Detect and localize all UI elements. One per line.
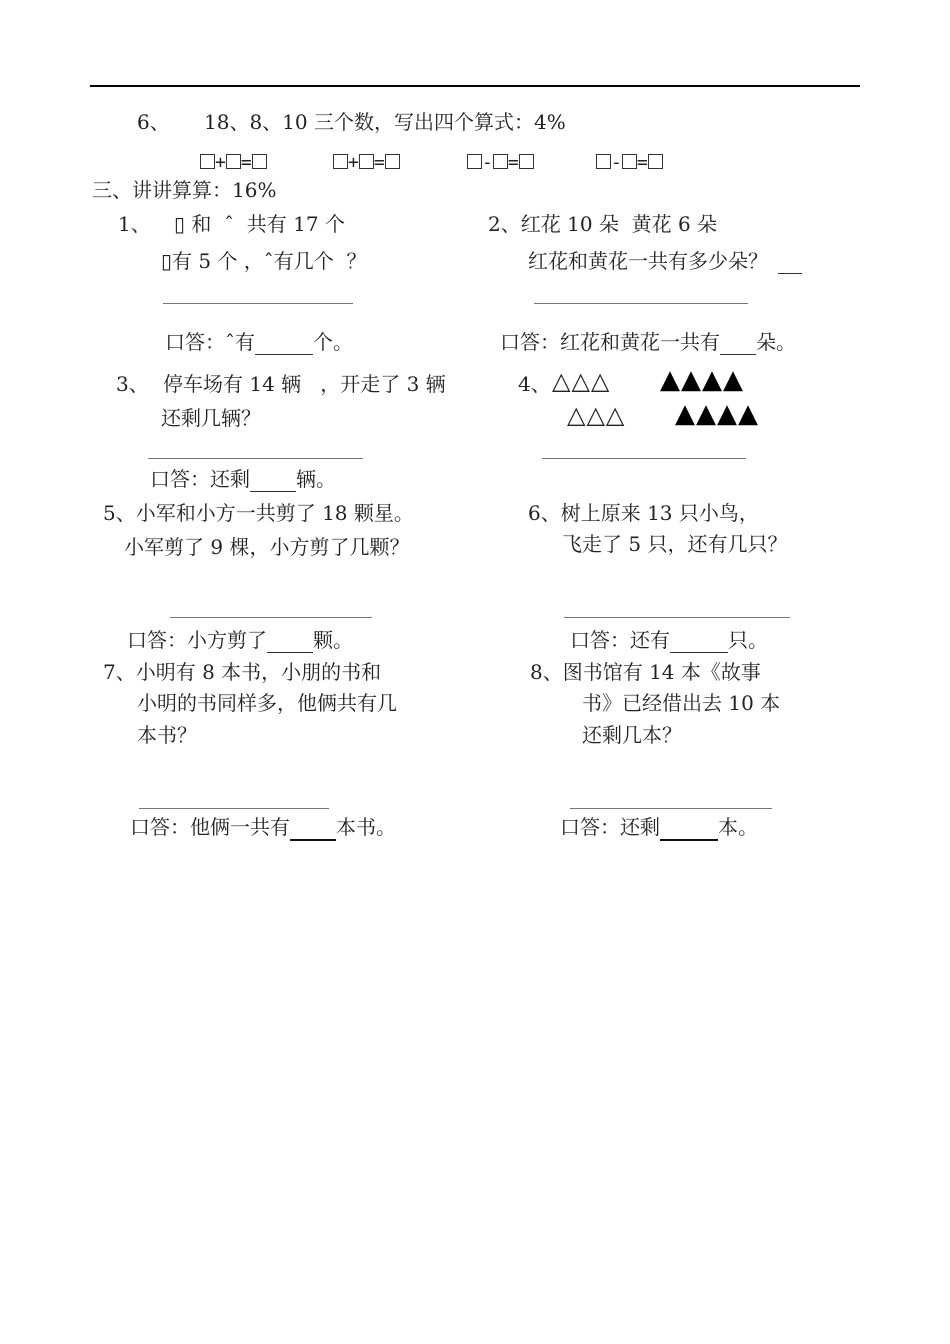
missing-glyph-icon: ▯ <box>161 249 173 273</box>
blank-box[interactable] <box>519 154 534 169</box>
p8-line2: 书》已经借出去 10 本 <box>582 691 781 715</box>
top-rule <box>90 85 860 87</box>
blank-box[interactable] <box>359 154 374 169</box>
p8-line3: 还剩几本？ <box>582 723 682 747</box>
p7-answer-blank[interactable] <box>290 815 336 841</box>
hollow-triangles-icon: △△△ <box>567 401 626 429</box>
p4-hollow-row1 <box>552 369 610 394</box>
p2-answer-line[interactable] <box>534 303 748 304</box>
p3-line2: 还剩几辆？ <box>161 406 261 430</box>
q6-formula-1: + = <box>200 149 267 175</box>
blank-box[interactable] <box>226 154 241 169</box>
p2-answer: 口答：红花和黄花一共有 朵。 <box>500 330 796 354</box>
q6-formula-4: - = <box>596 149 663 175</box>
p1-answer-line[interactable] <box>163 303 353 304</box>
p5-answer-blank[interactable] <box>267 628 313 653</box>
p8-line1: 8、图书馆有 14 本《故事 <box>530 660 761 684</box>
p5-answer: 口答：小方剪了 颗。 <box>127 628 353 652</box>
p6-line2: 飞走了 5 只，还有几只？ <box>562 532 788 556</box>
p1-line1: ▯ 和 ˆ 共有 17 个 <box>174 212 345 236</box>
p2-inline-blank[interactable] <box>778 249 802 274</box>
p8-answer-line[interactable] <box>570 808 772 809</box>
p7-line2: 小明的书同样多，他俩共有几 <box>137 691 397 715</box>
hollow-triangles-icon: △△△ <box>552 367 611 395</box>
p4-hollow-row2 <box>567 403 625 428</box>
p4-answer-line[interactable] <box>542 458 746 459</box>
p7-answer-line[interactable] <box>139 808 329 809</box>
blank-box[interactable] <box>333 154 348 169</box>
p3-answer: 口答：还剩 辆。 <box>150 467 336 491</box>
p5-line2: 小军剪了 9 棵，小方剪了几颗？ <box>124 535 410 559</box>
p1-number: 1、 <box>118 212 151 236</box>
p6-answer-blank[interactable] <box>670 628 728 653</box>
p6-answer-line[interactable] <box>564 617 790 618</box>
p2-line2: 红花和黄花一共有多少朵？ <box>528 249 802 274</box>
section3-heading: 三、讲讲算算：16% <box>92 178 277 202</box>
blank-box[interactable] <box>200 154 215 169</box>
blank-box[interactable] <box>648 154 663 169</box>
p1-answer-blank[interactable] <box>255 330 313 355</box>
p5-line1: 5、小军和小方一共剪了 18 颗星。 <box>103 501 414 525</box>
p4-solid-row2 <box>675 399 759 429</box>
p2-answer-blank[interactable] <box>720 330 756 355</box>
p8-answer: 口答：还剩 本。 <box>560 815 758 839</box>
p3-answer-line[interactable] <box>148 458 363 459</box>
q6-formula-2: + = <box>333 149 400 175</box>
blank-box[interactable] <box>385 154 400 169</box>
solid-triangles-icon: ▲▲▲▲ <box>660 365 744 395</box>
solid-triangles-icon: ▲▲▲▲ <box>675 399 759 429</box>
blank-box[interactable] <box>622 154 637 169</box>
p5-answer-line[interactable] <box>170 617 372 618</box>
blank-box[interactable] <box>493 154 508 169</box>
missing-glyph-icon: ▯ <box>174 212 192 236</box>
p8-answer-blank[interactable] <box>660 815 718 841</box>
blank-box[interactable] <box>596 154 611 169</box>
p4-solid-row1 <box>660 365 744 395</box>
q6-formula-3: - = <box>467 149 534 175</box>
p3-answer-blank[interactable] <box>250 467 296 492</box>
blank-box[interactable] <box>467 154 482 169</box>
p1-line2: ▯有 5 个 ，ˆ有几个 ？ <box>161 249 367 273</box>
p6-line1: 6、树上原来 13 只小鸟， <box>528 501 759 525</box>
q6-text: 18、8、10 三个数，写出四个算式：4% <box>204 110 566 134</box>
p6-answer: 口答：还有 只。 <box>570 628 768 652</box>
p4-number: 4、 <box>518 372 551 396</box>
p3-number: 3、 <box>116 372 149 396</box>
p1-answer: 口答：ˆ有 个。 <box>165 330 353 354</box>
blank-box[interactable] <box>252 154 267 169</box>
p7-line1: 7、小明有 8 本书，小朋的书和 <box>103 660 382 684</box>
p7-line3: 本书？ <box>137 723 197 747</box>
p2-line1: 2、红花 10 朵 黄花 6 朵 <box>488 212 718 236</box>
q6-number: 6、 <box>137 110 170 134</box>
p3-line1: 停车场有 14 辆 ，开走了 3 辆 <box>163 372 446 396</box>
p7-answer: 口答：他俩一共有 本书。 <box>130 815 396 839</box>
